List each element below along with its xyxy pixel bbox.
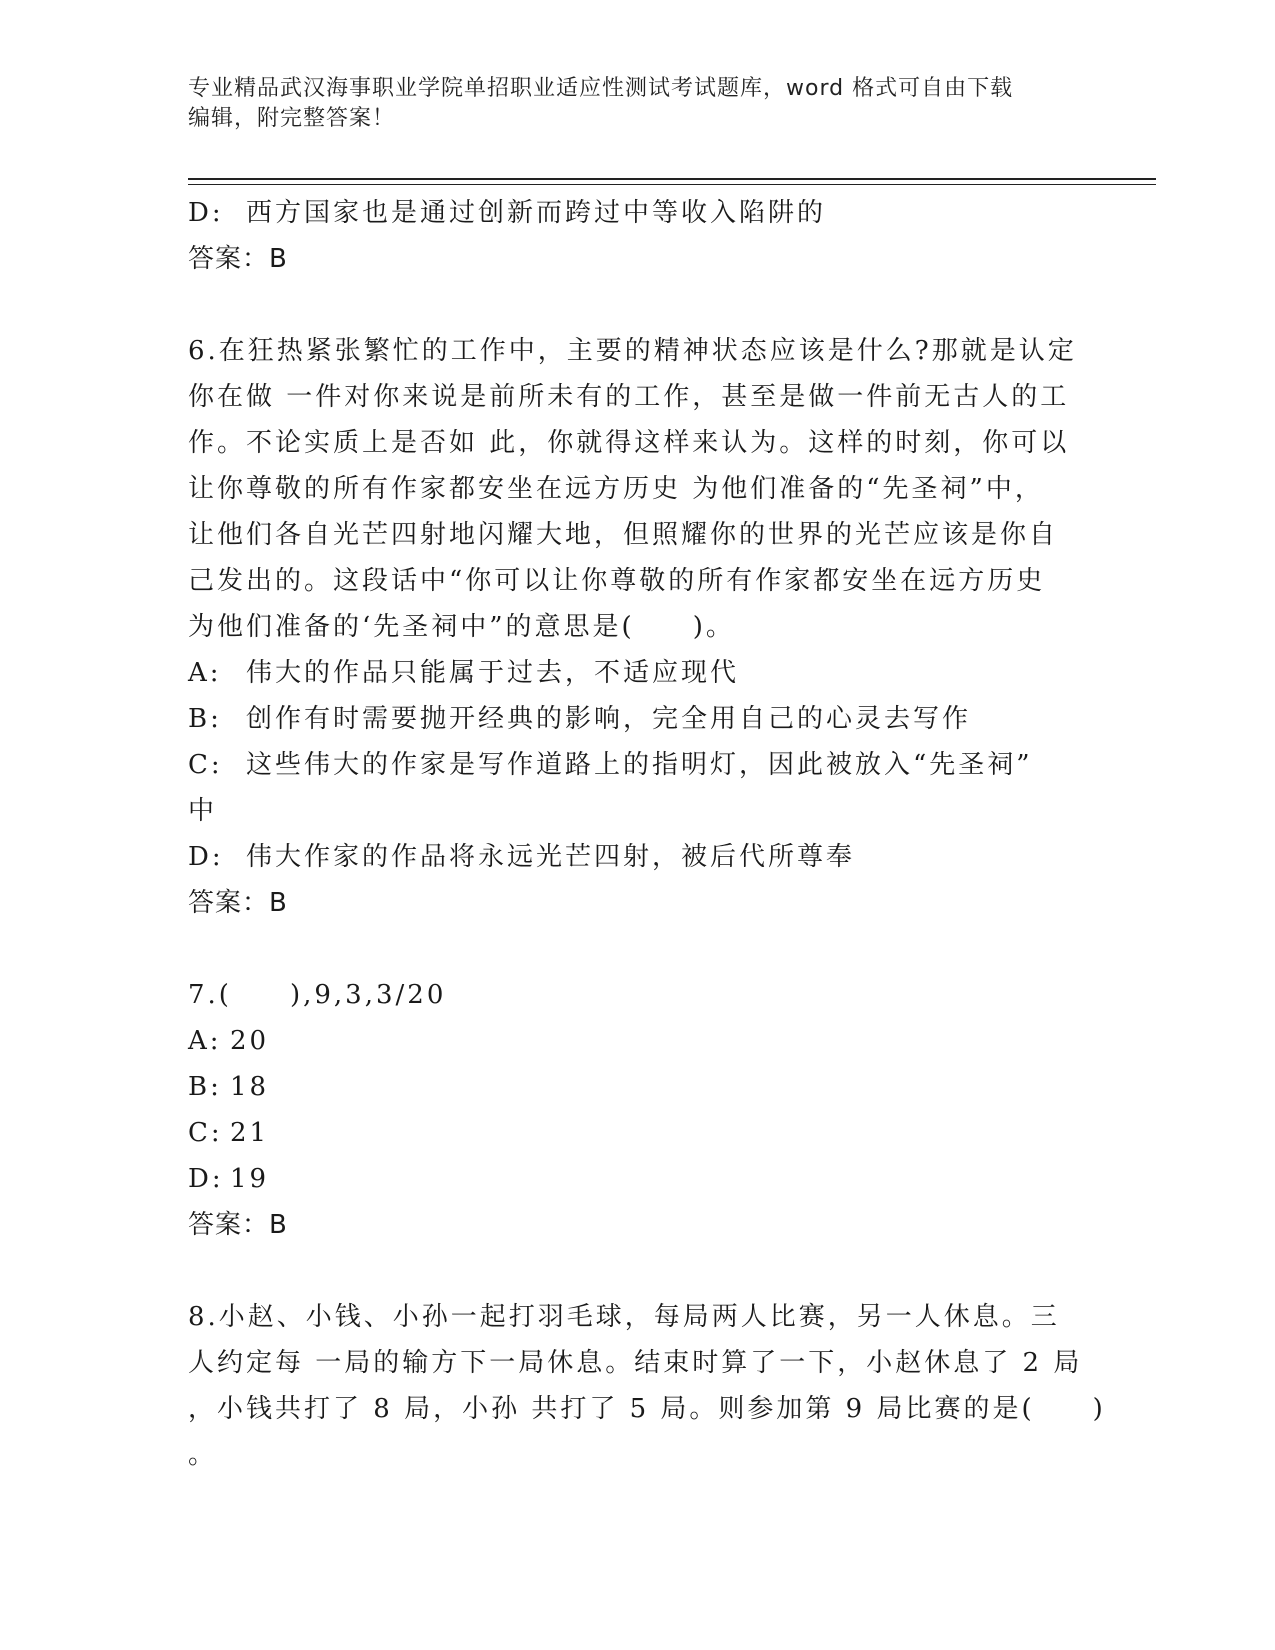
question-7 xyxy=(188,972,1068,1248)
q8-stem-line: 8.小赵、小钱、小孙一起打羽毛球，每局两人比赛，另一人休息。三 xyxy=(188,1302,1060,1332)
option-label: D: xyxy=(188,842,224,872)
q6-option-d xyxy=(188,834,1068,880)
q6-stem-line: 作。不论实质上是否如 此，你就得这样来认为。这样的时刻，你可以 xyxy=(188,428,1070,458)
spacer xyxy=(188,1248,1068,1294)
header-line-2: 编辑，附完整答案！ xyxy=(188,106,396,131)
q7-option-c xyxy=(188,1110,1068,1156)
option-label: A: xyxy=(188,658,222,688)
question-8 xyxy=(188,1294,1106,1478)
q7-answer: 答案：B xyxy=(188,1210,288,1240)
option-text: 西方国家也是通过创新而跨过中等收入陷阱的 xyxy=(246,198,827,228)
q7-option-b xyxy=(188,1064,1068,1110)
document-header xyxy=(188,74,1088,134)
q6-option-a xyxy=(188,650,1068,696)
q6-stem-line: 己发出的。这段话中“你可以让你尊敬的所有作家都安坐在远方历史 xyxy=(188,566,1046,596)
option-label: B: xyxy=(188,1072,222,1102)
q8-stem-line: 。 xyxy=(188,1440,218,1470)
option-label: B: xyxy=(188,704,222,734)
spacer xyxy=(188,282,1068,328)
option-text: 伟大作家的作品将永远光芒四射，被后代所尊奉 xyxy=(246,842,856,872)
q8-stem-line: ，小钱共打了 8 局，小孙 共打了 5 局。则参加第 9 局比赛的是( ) xyxy=(188,1394,1106,1424)
prev-option-d xyxy=(188,190,1068,236)
q6-stem-line: 让你尊敬的所有作家都安坐在远方历史 为他们准备的“先圣祠”中， xyxy=(188,474,1044,504)
option-text: 21 xyxy=(230,1118,270,1148)
option-label: D: xyxy=(188,1164,224,1194)
q6-option-c-continued xyxy=(188,788,1068,834)
option-label: C: xyxy=(188,750,223,780)
option-text: 20 xyxy=(230,1026,270,1056)
q7-stem: 7.( ),9,3,3/20 xyxy=(188,980,447,1010)
header-line-1: 专业精品武汉海事职业学院单招职业适应性测试考试题库，word 格式可自由下载 xyxy=(188,76,1014,101)
q6-answer: 答案：B xyxy=(188,888,288,918)
header-divider-thin xyxy=(188,184,1156,185)
q8-stem-line: 人约定每 一局的输方下一局休息。结束时算了一下，小赵休息了 2 局 xyxy=(188,1348,1083,1378)
header-divider-thick xyxy=(188,178,1156,180)
q7-option-d xyxy=(188,1156,1068,1202)
question-6 xyxy=(188,328,1077,926)
option-text: 中 xyxy=(188,796,218,826)
q6-stem-line: 让他们各自光芒四射地闪耀大地，但照耀你的世界的光芒应该是你自 xyxy=(188,520,1059,550)
q6-option-b xyxy=(188,696,1068,742)
option-text: 创作有时需要抛开经典的影响，完全用自己的心灵去写作 xyxy=(246,704,972,734)
q6-stem-line: 为他们准备的‘先圣祠中”的意思是( )。 xyxy=(188,612,735,642)
document-body xyxy=(188,190,1106,1478)
option-text: 这些伟大的作家是写作道路上的指明灯，因此被放入“先圣祠” xyxy=(246,750,1033,780)
spacer xyxy=(188,926,1068,972)
q6-stem-line: 你在做 一件对你来说是前所未有的工作，甚至是做一件前无古人的工 xyxy=(188,382,1070,412)
option-label: A: xyxy=(188,1026,222,1056)
option-label: D: xyxy=(188,198,224,228)
q7-option-a xyxy=(188,1018,1068,1064)
option-text: 18 xyxy=(230,1072,270,1102)
option-text: 19 xyxy=(230,1164,270,1194)
option-label: C: xyxy=(188,1118,223,1148)
q6-option-c xyxy=(188,742,1068,788)
option-text: 伟大的作品只能属于过去，不适应现代 xyxy=(246,658,740,688)
prev-answer: 答案：B xyxy=(188,244,288,274)
q6-stem-line: 6.在狂热紧张繁忙的工作中，主要的精神状态应该是什么?那就是认定 xyxy=(188,336,1077,366)
